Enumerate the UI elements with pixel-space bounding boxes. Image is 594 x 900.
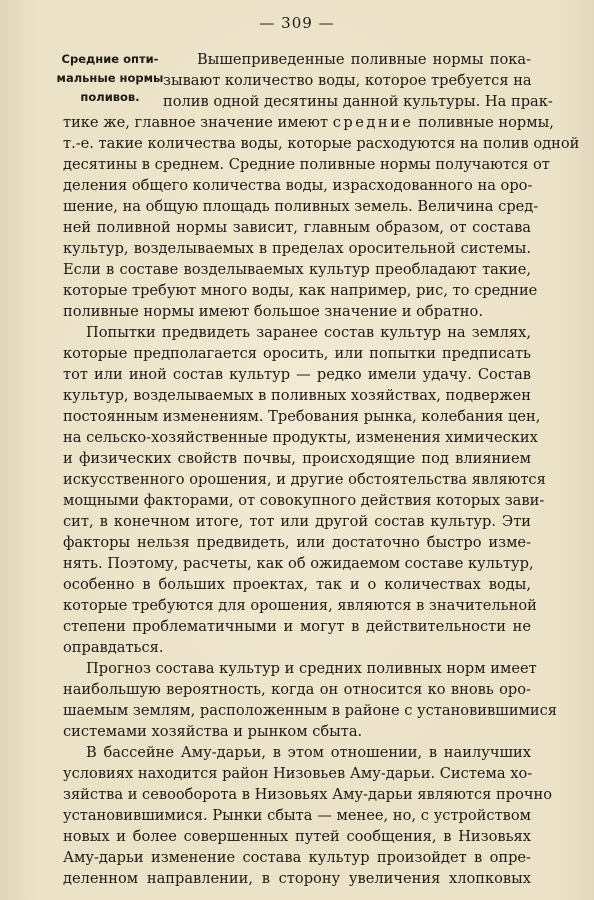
text-line: Прогноз состава культур и средних поливных норм имеет <box>86 660 537 677</box>
emphasized-word: средние <box>332 114 414 131</box>
text-line: полив одной десятины данной культуры. На прак- <box>163 93 553 110</box>
text-line: нять. Поэтому, расчеты, как об ожидаемом составе культур, <box>63 555 534 572</box>
side-note-line: мальные нормы <box>56 71 164 85</box>
text-line: т.-е. такие количества воды, которые расходуются на полив одной <box>63 135 580 152</box>
text-run: поливные нормы, <box>413 114 554 131</box>
text-line: культур, возделываемых в поливных хозяйствах, подвержен <box>63 387 531 404</box>
text-line: постоянным изменениям. Требования рынка, колебания цен, <box>63 408 541 425</box>
side-note-line: поливов. <box>80 90 140 104</box>
text-line: наибольшую вероятность, когда он относится ко вновь оро- <box>63 681 531 698</box>
text-line: которые требуются для орошения, являются в значительной <box>63 597 537 614</box>
text-line: которые требуют много воды, как например, рис, то средние <box>63 282 538 299</box>
text-line: особенно в больших проектах, так и о количествах воды, <box>63 576 531 593</box>
text-run: тике же, главное значение имеют <box>63 114 333 131</box>
text-line: условиях находится район Низовьев Аму-дарьи. Система хо- <box>63 765 533 782</box>
text-line: В бассейне Аму-дарьи, в этом отношении, в наилучших <box>86 744 531 761</box>
text-line: десятины в среднем. Средние поливные нормы получаются от <box>63 156 550 173</box>
text-line: системами хозяйства и рынком сбыта. <box>63 723 363 740</box>
text-line: культур, возделываемых в пределах оросительной системы. <box>63 240 531 257</box>
text-line: тот или иной состав культур — редко имели удачу. Состав <box>63 366 531 383</box>
text-line: Если в составе возделываемых культур преобладают такие, <box>63 261 531 278</box>
text-line: установившимися. Рынки сбыта — менее, но, с устройством <box>63 807 531 824</box>
text-line: Вышеприведенные поливные нормы пока- <box>197 51 531 68</box>
side-note-line: Средние опти- <box>61 52 159 66</box>
text-line: на сельско-хозяйственные продукты, изменения химических <box>63 429 538 446</box>
text-line: Попытки предвидеть заранее состав культур на землях, <box>86 324 531 341</box>
side-note-heading <box>56 50 164 107</box>
text-line: искусственного орошения, и другие обстоятельства являются <box>63 471 546 488</box>
text-line: шаемым землям, расположенным в районе с установившимися <box>63 702 558 719</box>
text-line: степени проблематичными и могут в действительности не <box>63 618 531 635</box>
text-line: новых и более совершенных путей сообщения, в Низовьях <box>63 828 531 845</box>
page-number: — 309 — <box>259 14 335 32</box>
text-line: и физических свойств почвы, происходящие под влиянием <box>63 450 531 467</box>
text-line: деленном направлении, в сторону увеличения хлопковых <box>63 870 531 887</box>
text-line: поливные нормы имеют большое значение и обратно. <box>63 303 483 320</box>
text-line: Аму-дарьи изменение состава культур произойдет в опре- <box>63 849 531 866</box>
text-line: ней поливной нормы зависит, главным образом, от состава <box>63 219 531 236</box>
text-line: деления общего количества воды, израсходованного на оро- <box>63 177 533 194</box>
text-line: которые предполагается оросить, или попытки предписать <box>63 345 531 362</box>
text-line: шение, на общую площадь поливных земель. Величина сред- <box>63 198 539 215</box>
text-line: сит, в конечном итоге, тот или другой состав культур. Эти <box>63 513 531 530</box>
text-line: зывают количество воды, которое требуется на <box>163 72 532 89</box>
text-line: зяйства и севооборота в Низовьях Аму-дарьи являются прочно <box>63 786 553 803</box>
text-line: оправдаться. <box>63 639 164 656</box>
text-line: факторы нельзя предвидеть, или достаточно быстро изме- <box>63 534 531 551</box>
text-line: мощными факторами, от совокупного действия которых зави- <box>63 492 545 509</box>
